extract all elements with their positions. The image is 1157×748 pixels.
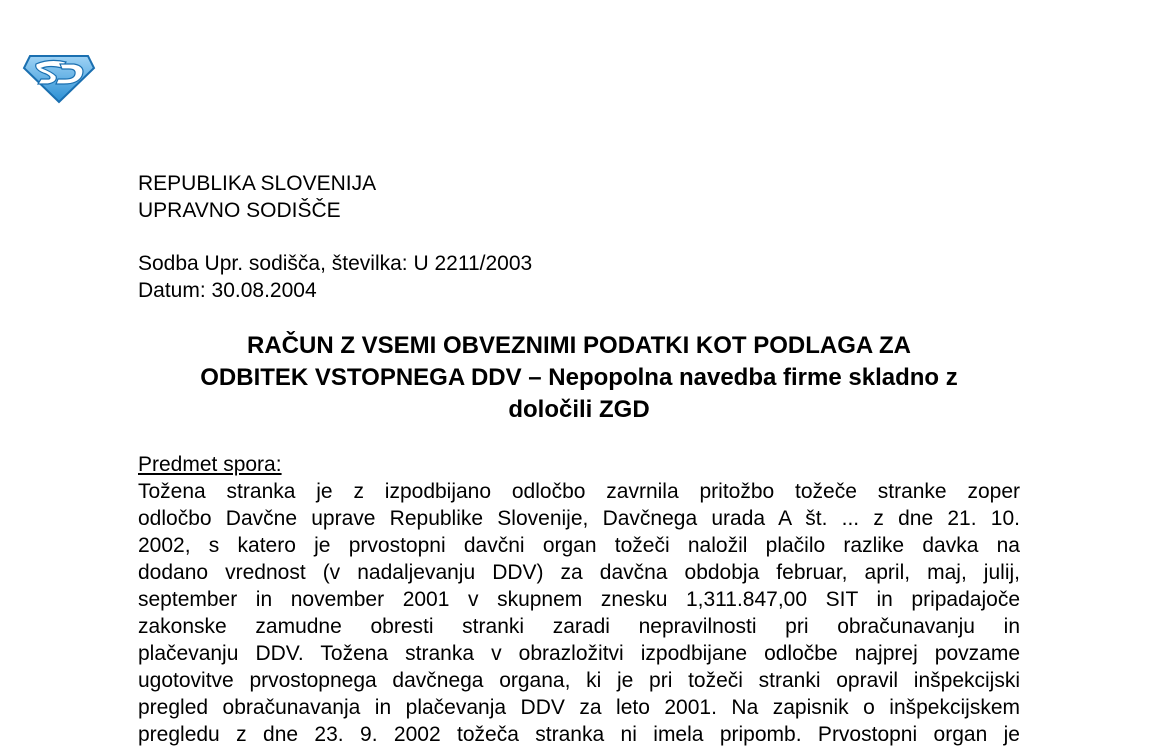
title-line-3: določili ZGD <box>508 396 650 423</box>
case-meta <box>138 250 1020 304</box>
court-header <box>138 170 1020 224</box>
header-country: REPUBLIKA SLOVENIJA <box>138 172 377 195</box>
section-heading: Predmet spora: <box>138 453 282 476</box>
title-line-2: ODBITEK VSTOPNEGA DDV – Nepopolna navedba firme skladno z <box>200 364 958 391</box>
paragraph-line: plačevanju DDV. Tožena stranka v obrazložitvi izpodbijane odločbe najprej povzame <box>138 642 1020 665</box>
sd-logo-icon <box>22 50 96 104</box>
paragraph-line: september in november 2001 v skupnem znesku 1,311.847,00 SIT in pripadajoče <box>138 588 1020 611</box>
paragraph-line: Tožena stranka je z izpodbijano odločbo zavrnila pritožbo tožeče stranke zoper <box>138 480 1020 503</box>
paragraph-line: pregled obračunavanja in plačevanja DDV za leto 2001. Na zapisnik o inšpekcijskem <box>138 696 1020 719</box>
paragraph-line: pregledu z dne 23. 9. 2002 tožeča stranka ni imela pripomb. Prvostopni organ je <box>138 723 1020 746</box>
case-number: Sodba Upr. sodišča, številka: U 2211/2003 <box>138 252 533 275</box>
header-court: UPRAVNO SODIŠČE <box>138 199 341 222</box>
title-line-1: RAČUN Z VSEMI OBVEZNIMI PODATKI KOT PODLAGA ZA <box>247 332 911 359</box>
paragraph-line: dodano vrednost (v nadaljevanju DDV) za davčna obdobja februar, april, maj, julij, <box>138 561 1020 584</box>
paragraph-line: odločbo Davčne uprave Republike Slovenije, Davčnega urada A št. ... z dne 21. 10. <box>138 507 1020 530</box>
paragraph-line: ugotovitve prvostopnega davčnega organa, ki je pri tožeči stranki opravil inšpekcijski <box>138 669 1020 692</box>
body-paragraph <box>138 478 1020 748</box>
case-date: Datum: 30.08.2004 <box>138 279 317 302</box>
paragraph-line: 2002, s katero je prvostopni davčni organ tožeči naložil plačilo razlike davka na <box>138 534 1020 557</box>
document-title <box>138 330 1020 426</box>
paragraph-line: zakonske zamudne obresti stranki zaradi nepravilnosti pri obračunavanju in <box>138 615 1020 638</box>
